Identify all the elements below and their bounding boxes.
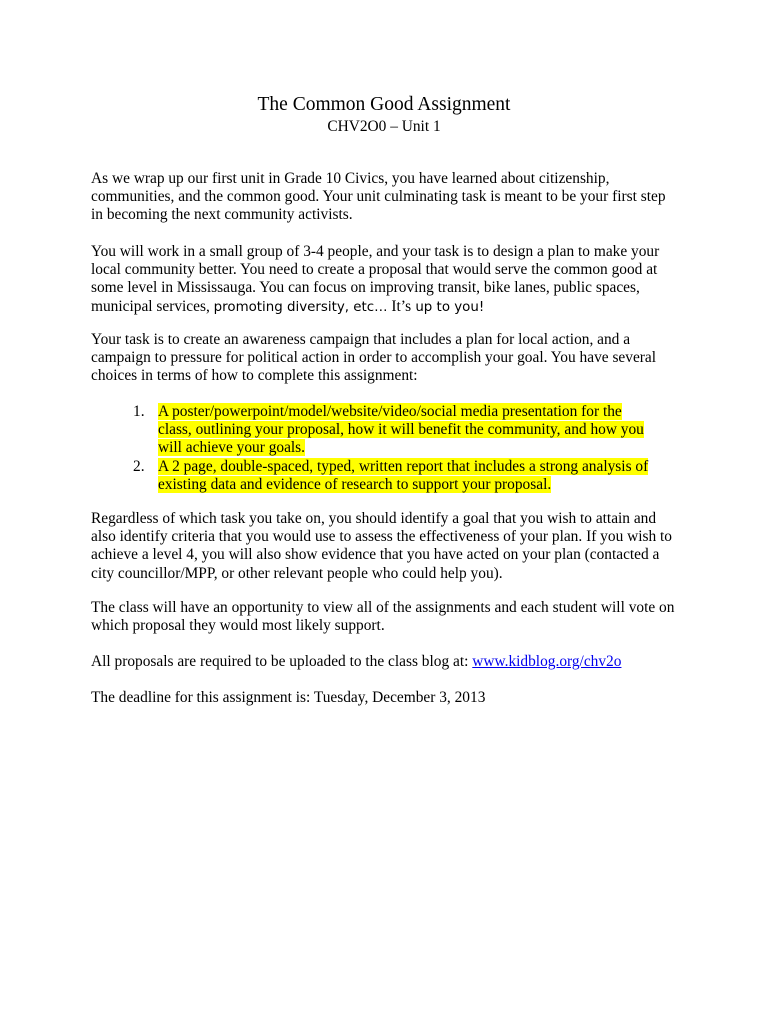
- vote-paragraph: The class will have an opportunity to view all of the assignments and each student will vote on which proposal they would most likely support.: [91, 599, 675, 635]
- page-subtitle: CHV2O0 – Unit 1: [327, 118, 441, 135]
- list-item-number: 2.: [133, 457, 145, 475]
- class-blog-link[interactable]: www.kidblog.org/chv2o: [472, 653, 622, 670]
- group-task-tail-sans-text: up to you!: [411, 299, 485, 315]
- group-task-paragraph: [91, 243, 681, 317]
- list-item-text: A 2 page, double-spaced, typed, written report that includes a strong analysis of existing data and evidence of research to support your proposal.: [158, 457, 649, 493]
- goal-paragraph: Regardless of which task you take on, you should identify a goal that you wish to attain and also identify criteria that you would use to assess the effectiveness of your plan. If you wish to achieve a level 4, you will also show evidence that you have acted on your plan (contacted a city councillor/MPP, or other relevant people who could help you).: [91, 510, 673, 582]
- page-title: The Common Good Assignment: [257, 94, 511, 115]
- assignment-options-list: [133, 403, 653, 494]
- intro-paragraph: As we wrap up our first unit in Grade 10 Civics, you have learned about citizenship, communities, and the common good. Your unit culminating task is meant to be your first step in becoming the next community activists.: [91, 170, 666, 224]
- group-task-tail-text: It’s: [387, 297, 412, 315]
- list-item-number: 1.: [133, 403, 145, 420]
- upload-paragraph: [91, 653, 681, 671]
- group-task-sans-text: promoting diversity, etc…: [213, 299, 388, 315]
- deadline-paragraph: The deadline for this assignment is: Tuesday, December 3, 2013: [91, 689, 486, 706]
- upload-text: All proposals are required to be uploaded to the class blog at:: [91, 653, 473, 670]
- campaign-paragraph: Your task is to create an awareness campaign that includes a plan for local action, and a campaign to pressure for political action in order to accomplish your goal. You have several choices in terms of how to complete this assignment:: [91, 331, 657, 385]
- group-task-text: You will work in a small group of 3-4 people, and your task is to design a plan to make your local community better. You need to create a proposal that would serve the common good at some level in Mississauga. You can focus on improving transit, bike lanes, public spaces, municipal services,: [91, 243, 660, 315]
- list-item-text: A poster/powerpoint/model/website/video/social media presentation for the class, outlining your proposal, how it will benefit the community, and how you will achieve your goals.: [158, 403, 644, 457]
- list-item: [133, 458, 653, 494]
- list-item: [133, 403, 653, 458]
